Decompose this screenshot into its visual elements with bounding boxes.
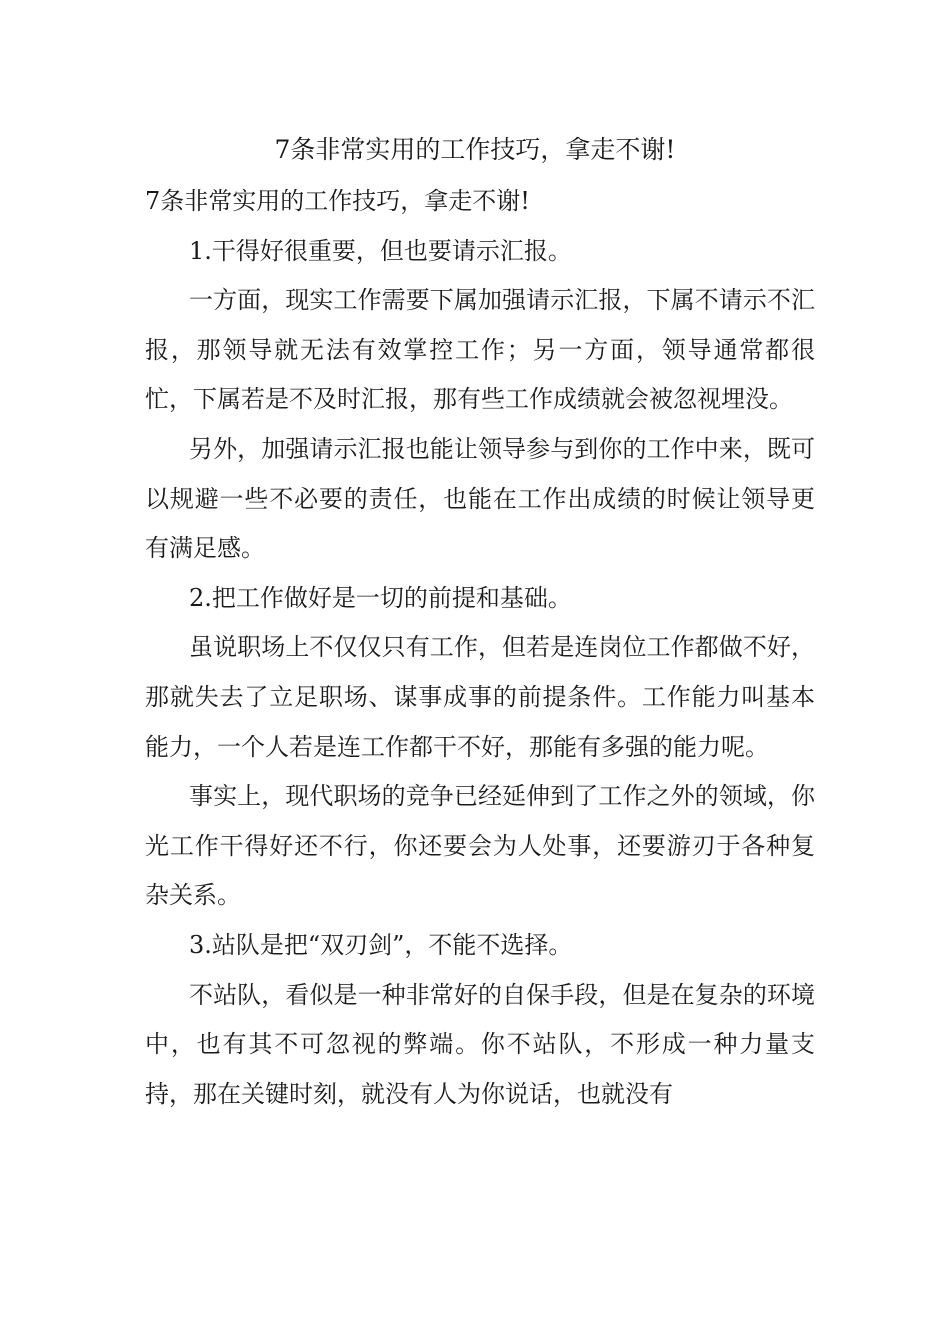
body-paragraph: 不站队，看似是一种非常好的自保手段，但是在复杂的环境中，也有其不可忽视的弊端。你不站队，不形成一种力量支持，那在关键时刻，就没有人为你说话，也就没有 — [145, 980, 815, 1108]
subtitle-paragraph: 7条非常实用的工作技巧，拿走不谢! — [145, 187, 530, 215]
body-paragraph: 另外，加强请示汇报也能让领导参与到你的工作中来，既可以规避一些不必要的责任，也能在工作出成绩的时候让领导更有满足感。 — [145, 434, 815, 563]
body-paragraph: 一方面，现实工作需要下属加强请示汇报，下属不请示不汇报，那领导就无法有效掌控工作；另一方面，领导通常都很忙，下属若是不及时汇报，那有些工作成绩就会被忽视埋没。 — [145, 286, 815, 414]
section-heading-2: 2.把工作做好是一切的前提和基础。 — [189, 583, 572, 612]
body-paragraph: 虽说职场上不仅仅只有工作，但若是连岗位工作都做不好，那就失去了立足职场、谋事成事的前提条件。工作能力叫基本能力，一个人若是连工作都干不好，那能有多强的能力呢。 — [145, 633, 815, 761]
section-heading-3: 3.站队是把“双刃剑”，不能不选择。 — [189, 930, 573, 959]
body-paragraph: 事实上，现代职场的竞争已经延伸到了工作之外的领域，你光工作干得好还不行，你还要会为人处事，还要游刃于各种复杂关系。 — [145, 782, 815, 910]
section-heading-1: 1.干得好很重要，但也要请示汇报。 — [189, 236, 572, 265]
document-body — [145, 177, 815, 1119]
document-title: 7条非常实用的工作技巧，拿走不谢! — [274, 135, 676, 164]
